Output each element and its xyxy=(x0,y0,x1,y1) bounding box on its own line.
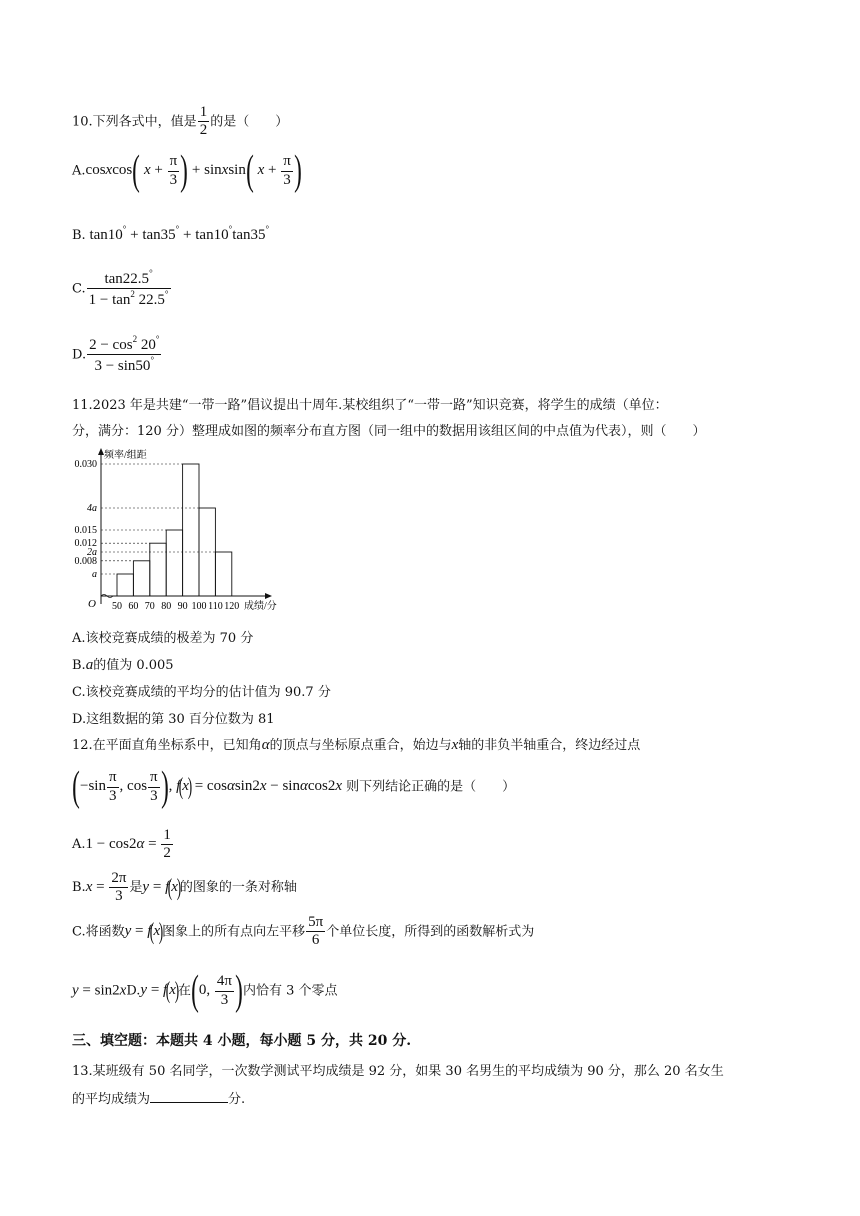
q12-option-a xyxy=(72,827,174,863)
y-axis-label: 频率/组距 xyxy=(104,450,147,461)
histogram-bar xyxy=(150,543,166,596)
q12-option-c-prefix: C.将函数 xyxy=(72,924,125,940)
q10-option-b xyxy=(72,224,269,244)
q12-option-c xyxy=(72,914,534,950)
q12-option-c-function: y = f(x) xyxy=(124,918,164,945)
guide-lines xyxy=(101,464,215,574)
y-tick-label: 0.015 xyxy=(74,525,97,536)
q12-option-b-label: B. xyxy=(72,880,86,896)
x-tick-label: 60 xyxy=(128,601,139,612)
q11-option-b-prefix: B. xyxy=(72,658,86,673)
histogram-bar xyxy=(215,552,231,596)
histogram-bar xyxy=(183,464,199,596)
q10-option-a xyxy=(72,150,302,192)
y-tick-label: 0.030 xyxy=(74,459,97,470)
y-tick-label: 4a xyxy=(87,503,97,514)
origin-label: O xyxy=(88,598,96,610)
q13-line2-prefix: 的平均成绩为 xyxy=(72,1092,151,1107)
q12-option-b-text: 是 xyxy=(129,880,143,896)
x-axis-arrow xyxy=(265,593,272,599)
x-tick-label: 120 xyxy=(224,601,240,612)
y-tick-label: a xyxy=(92,569,97,580)
q10-stem-prefix: 10.下列各式中，值是 xyxy=(72,114,197,130)
q12-option-b-formula: x = $\frac{2\pi}{3}$ xyxy=(85,870,127,905)
q11-option-d: D.这组数据的第 30 百分位数为 81 xyxy=(72,712,275,727)
q12-point-and-function: (−sin $\frac{\pi}{3}$ , cos $\frac{\pi}{3}$ ), f(x) = cosαsin2x − sinαcos2x xyxy=(72,764,343,810)
frequency-histogram xyxy=(60,446,300,618)
x-tick-label: 110 xyxy=(208,601,223,612)
q10-option-c-label: C. xyxy=(72,281,86,297)
q10-half-numerator: 1 xyxy=(198,104,210,122)
q13-line1: 13.某班级有 50 名同学，一次数学测试平均成绩是 92 分，如果 30 名男生的平均成绩为 90 分，那么 20 名女生 xyxy=(72,1064,724,1079)
q10-option-c xyxy=(72,268,172,310)
q10-half-denominator: 2 xyxy=(199,122,208,139)
q12-stem-suffix: 轴的非负半轴重合，终边经过点 xyxy=(458,738,641,753)
q10-option-d xyxy=(72,334,162,376)
q10-option-a-label: A. xyxy=(72,163,86,179)
q12-option-b xyxy=(72,870,297,906)
q12-stem-line2-suffix: 则下列结论正确的是（ ） xyxy=(346,779,516,795)
q12-option-d-interval: (0, $\frac{4\pi}{3}$ ) xyxy=(191,968,243,1014)
q11-stem-line2: 分，满分：120 分）整理成如图的频率分布直方图（同一组中的数据用该组区间的中点值为代表），则（ ） xyxy=(72,424,706,439)
section-3-heading: 三、填空题：本题共 4 小题，每小题 5 分，共 20 分. xyxy=(72,1033,412,1049)
x-tick-label: 90 xyxy=(177,601,188,612)
q12-stem-mid: 的顶点与坐标原点重合，始边与 xyxy=(269,738,452,753)
q13-line2 xyxy=(72,1088,245,1107)
y-tick-label: 0.012 xyxy=(74,538,97,550)
q12-option-c-mid: 图象上的所有点向左平移 xyxy=(162,924,306,940)
y-tick-label: 0.008 xyxy=(74,555,97,567)
q13-answer-blank[interactable] xyxy=(150,1102,228,1103)
x-tick-labels xyxy=(112,601,239,612)
x-axis-label: 成绩/分 xyxy=(244,601,277,612)
q12-option-d-function: y = f(x) xyxy=(140,978,180,1004)
q12-stem-prefix: 12.在平面直角坐标系中，已知角 xyxy=(72,738,262,753)
q12-option-c-d-line xyxy=(72,970,338,1012)
q10-option-a-formula: cosxcos( x + $\frac{\pi}{3}$ ) + sinxsin( x + $\frac{\pi}{3}$ ) xyxy=(85,148,302,194)
q11-option-b-suffix: 的值为 0.005 xyxy=(93,658,174,673)
y-tick-labels xyxy=(75,459,98,580)
x-tick-label: 70 xyxy=(144,601,155,612)
q13-line2-suffix: 分. xyxy=(228,1092,246,1107)
q10-option-d-label: D. xyxy=(72,347,87,363)
q12-option-d-label: D. xyxy=(126,983,141,999)
x-tick-label: 100 xyxy=(191,601,207,612)
q11-option-a: A.该校竞赛成绩的极差为 70 分 xyxy=(72,631,254,646)
q11-stem-line1: 11.2023 年是共建“一带一路”倡议提出十周年.某校组织了“一带一路”知识竞赛，将学生的成绩（单位： xyxy=(72,398,668,413)
histogram-bar xyxy=(133,561,149,596)
q12-option-d-mid: 在 xyxy=(177,983,191,999)
q10-option-b-formula: tan10° + tan35° + tan10°tan35° xyxy=(85,224,270,243)
x-tick-label: 80 xyxy=(161,601,172,612)
q12-option-c-result: y = sin2x xyxy=(72,982,127,999)
histogram-bar xyxy=(166,530,182,596)
q11-option-c: C.该校竞赛成绩的平均分的估计值为 90.7 分 xyxy=(72,685,331,700)
q12-alpha: α xyxy=(261,737,270,753)
q12-option-c-shift: $\frac{5\pi}{6}$ xyxy=(308,914,324,949)
q12-stem-line2 xyxy=(72,766,515,808)
q10-option-c-formula: $\frac{\tan 22.5^\circ}{1 - \tan^2 22.5^\circ}$ xyxy=(88,268,169,309)
q11-option-b xyxy=(72,654,174,674)
q12-stem-line1 xyxy=(72,734,640,754)
x-tick-label: 50 xyxy=(112,601,122,612)
q10-option-d-formula: $\frac{2 - \cos^2 20^\circ}{3 - \sin 50^\circ}$ xyxy=(89,334,160,375)
q12-option-a-label: A. xyxy=(72,837,86,853)
q12-option-b-function: y = f(x) xyxy=(142,874,182,901)
q10-stem xyxy=(72,104,288,140)
q11-option-b-var: a xyxy=(85,657,94,673)
q12-option-c-suffix: 个单位长度，所得到的函数解析式为 xyxy=(326,924,535,940)
q12-option-d-suffix: 内恰有 3 个零点 xyxy=(242,983,338,999)
q12-option-a-formula: 1 − cos2α = $\frac{1}{2}$ xyxy=(85,827,171,862)
q10-half-fraction xyxy=(198,104,210,140)
q12-x-var: x xyxy=(451,737,459,753)
q12-option-b-suffix: 的图象的一条对称轴 xyxy=(179,880,297,896)
y-tick-label: 2a xyxy=(87,547,97,558)
histogram-bar xyxy=(117,574,133,596)
q10-option-b-label: B. xyxy=(72,228,86,243)
q10-stem-suffix: 的是（ ） xyxy=(210,114,289,130)
